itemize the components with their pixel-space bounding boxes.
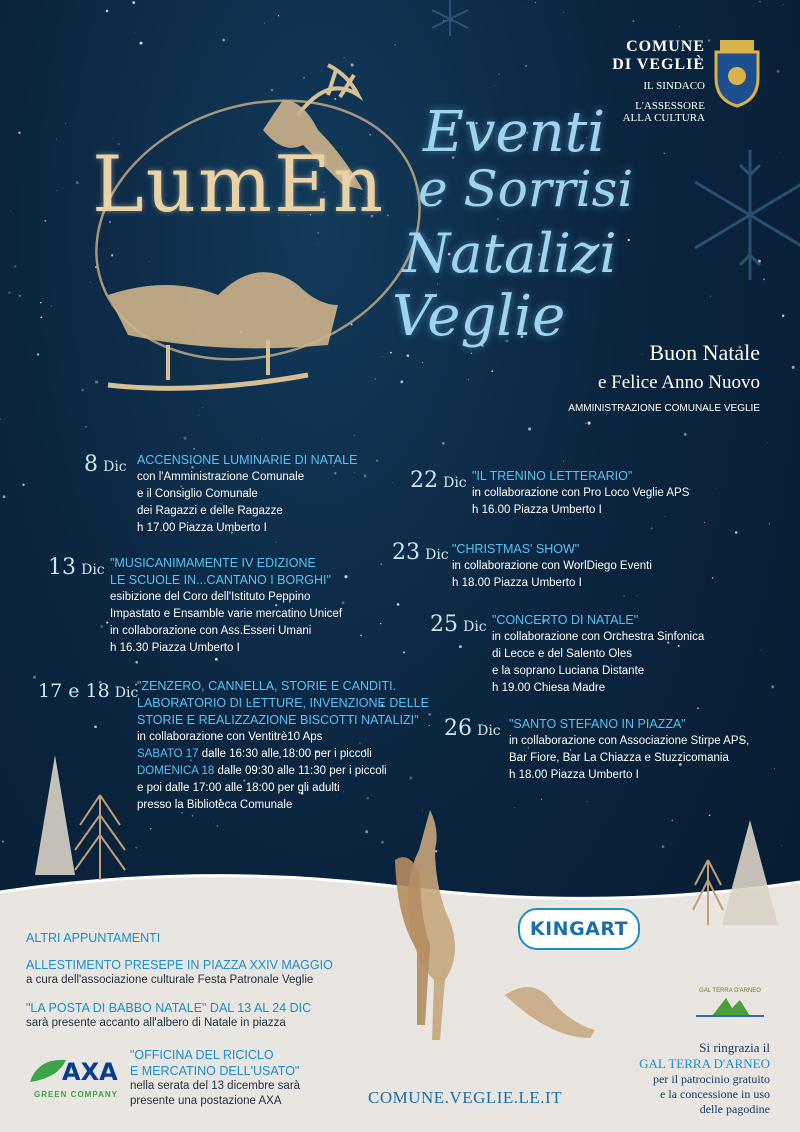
event-title: "MUSICANIMAMENTE IV EDIZIONE: [110, 556, 316, 570]
event-line: e poi dalle 17:00 alle 18:00 per gli adulti: [137, 782, 340, 794]
star-dot: [135, 661, 138, 664]
star-dot: [217, 825, 219, 827]
event-block: [492, 612, 704, 697]
star-dot: [735, 531, 738, 534]
event-block: [137, 678, 429, 814]
event-line: con l'Amministrazione Comunale: [137, 471, 305, 483]
star-dot: [704, 522, 705, 523]
event-line: di Lecce e del Salento Oles: [492, 648, 633, 660]
gal-mark-icon: [692, 994, 768, 1020]
event-line: h 17.00 Piazza Umberto I: [137, 522, 267, 534]
star-dot: [183, 437, 186, 440]
star-dot: [106, 10, 109, 13]
star-dot: [19, 295, 21, 297]
lumen-title: LumEn: [92, 140, 386, 230]
star-dot: [222, 39, 225, 42]
star-dot: [495, 85, 496, 86]
event-date: [430, 612, 487, 637]
sleigh-illustration: [78, 55, 428, 415]
star-dot: [563, 12, 564, 13]
event-block: [137, 452, 357, 537]
snowflake-icon: [420, 0, 480, 40]
star-dot: [3, 495, 6, 498]
domenica-text: dalle 09:30 alle 11:30 per i piccoli: [214, 765, 387, 777]
star-dot: [22, 484, 24, 486]
star-dot: [100, 625, 103, 628]
event-title: "ZENZERO, CANNELLA, STORIE E CANDITI.: [137, 679, 397, 693]
star-dot: [40, 302, 42, 304]
event-day: 8: [84, 452, 98, 477]
axa-sub: GREEN COMPANY: [34, 1090, 118, 1099]
star-dot: [782, 315, 784, 317]
tree-icon: [690, 815, 790, 935]
star-dot: [525, 65, 527, 67]
altri-heading: ALTRI APPUNTAMENTI: [26, 931, 161, 945]
presepe-title: ALLESTIMENTO PRESEPE IN PIAZZA XXIV MAGGIO: [26, 958, 333, 972]
star-dot: [344, 575, 347, 578]
star-dot: [471, 353, 472, 354]
star-dot: [523, 6, 524, 7]
event-title: "CONCERTO DI NATALE": [492, 613, 639, 627]
thanks-line1: Si ringrazia il: [699, 1040, 770, 1055]
event-month: Dic: [425, 547, 449, 563]
event-line: h 16.00 Piazza Umberto I: [472, 504, 602, 516]
star-dot: [498, 73, 500, 75]
event-title: "SANTO STEFANO IN PIAZZA": [509, 717, 686, 731]
comune-name-line2: DI VEGLIÈ: [612, 56, 705, 73]
star-dot: [354, 435, 355, 436]
star-dot: [712, 577, 714, 579]
event-line: e la soprano Luciana Distante: [492, 665, 645, 677]
star-dot: [65, 123, 66, 124]
event-date: [48, 555, 105, 580]
star-dot: [360, 635, 361, 636]
axa-text: AXA: [62, 1058, 118, 1086]
event-title: LABORATORIO DI LETTURE, INVENZIONE DELLE: [137, 696, 429, 710]
domenica-label: DOMENICA 18: [137, 765, 215, 777]
star-dot: [392, 482, 393, 483]
event-line: h 18.00 Piazza Umberto I: [452, 577, 582, 589]
star-dot: [588, 422, 591, 425]
star-dot: [777, 70, 780, 73]
event-line: e il Consiglio Comunale: [137, 488, 258, 500]
event-block: [452, 541, 652, 592]
officina-text-line1: nella serata del 13 dicembre sarà: [130, 1080, 301, 1092]
officina-block: [130, 1047, 300, 1109]
star-dot: [636, 595, 637, 596]
star-dot: [767, 442, 768, 443]
altri-appuntamenti: [26, 930, 333, 1031]
star-dot: [85, 426, 87, 428]
thanks-block: [580, 1040, 770, 1117]
star-dot: [662, 845, 665, 848]
star-dot: [193, 448, 195, 450]
title-script-line1: Eventi: [423, 100, 606, 165]
posta-title: "LA POSTA DI BABBO NATALE" DAL 13 AL 24 DIC: [26, 1001, 312, 1015]
event-line: esibizione del Coro dell'Istituto Peppino: [110, 591, 311, 603]
star-dot: [215, 658, 218, 661]
star-dot: [56, 138, 57, 139]
event-month: Dic: [477, 723, 501, 739]
star-dot: [759, 1, 760, 2]
star-dot: [774, 768, 775, 769]
star-dot: [397, 603, 400, 606]
event-title: STORIE E REALIZZAZIONE BISCOTTI NATALIZI": [137, 713, 419, 727]
star-dot: [760, 650, 761, 651]
event-schedule-line: [137, 746, 429, 763]
event-month: Dic: [443, 475, 467, 491]
star-dot: [497, 218, 499, 220]
star-dot: [44, 220, 46, 222]
star-dot: [528, 428, 531, 431]
thanks-line3: per il patrocinio gratuito: [653, 1072, 770, 1086]
event-line: Bar Fiore, Bar La Chiazza e Stuzzicomania: [509, 752, 729, 764]
star-dot: [132, 1, 135, 4]
star-dot: [697, 707, 699, 709]
star-dot: [395, 44, 396, 45]
star-dot: [150, 828, 151, 829]
star-dot: [364, 474, 367, 477]
event-date: [392, 540, 449, 565]
star-dot: [624, 595, 625, 596]
star-dot: [376, 459, 378, 461]
star-dot: [213, 822, 214, 823]
event-date: [84, 452, 127, 477]
event-line: h 16.30 Piazza Umberto I: [110, 642, 240, 654]
star-dot: [710, 296, 711, 297]
gal-logo-text: GAL TERRA D'ARNEO: [699, 988, 761, 994]
event-line: in collaborazione con Associazione Stirpe APS,: [509, 735, 750, 747]
officina-text-line2: presente una postazione AXA: [130, 1095, 282, 1107]
event-date: [444, 716, 501, 741]
star-dot: [18, 132, 20, 134]
thanks-line4: e la concessione in uso: [660, 1087, 770, 1101]
star-dot: [628, 239, 630, 241]
star-dot: [51, 305, 52, 306]
star-dot: [715, 488, 716, 489]
star-dot: [783, 4, 784, 5]
comune-name-line1: COMUNE: [626, 38, 705, 55]
event-title: ACCENSIONE LUMINARIE DI NATALE: [137, 453, 358, 467]
title-script-line2: e Sorrisi: [418, 160, 634, 218]
star-dot: [671, 820, 673, 822]
sabato-text: dalle 16:30 alle 18:00 per i piccoli: [198, 748, 372, 760]
event-day: 25: [430, 612, 458, 637]
star-dot: [106, 622, 108, 624]
star-dot: [94, 725, 97, 728]
thanks-line5: delle pagodine: [699, 1102, 770, 1116]
assessore-label-line1: L'ASSESSORE: [635, 100, 705, 112]
event-day: 26: [444, 716, 472, 741]
event-line: h 19.00 Chiesa Madre: [492, 682, 606, 694]
star-dot: [679, 26, 680, 27]
star-dot: [264, 23, 265, 24]
star-dot: [134, 32, 135, 33]
snowflake-icon: [690, 140, 800, 290]
star-dot: [769, 523, 770, 524]
sindaco-label: IL SINDACO: [643, 80, 705, 92]
star-dot: [365, 830, 368, 833]
event-line: dei Ragazzi e delle Ragazze: [137, 505, 283, 517]
thanks-line2: GAL TERRA D'ARNEO: [639, 1056, 770, 1071]
star-dot: [585, 423, 586, 424]
event-month: Dic: [103, 459, 127, 475]
event-block: [509, 716, 749, 784]
event-month: Dic: [114, 685, 139, 701]
presepe-text: a cura dell'associazione culturale Festa Patronale Veglie: [26, 974, 314, 986]
star-dot: [56, 190, 57, 191]
event-line: in collaborazione con Pro Loco Veglie APS: [472, 487, 690, 499]
event-month: Dic: [463, 619, 487, 635]
event-block: [110, 555, 342, 657]
event-line: in collaborazione con Ventitrè10 Aps: [137, 731, 323, 743]
admin-label: AMMINISTRAZIONE COMUNALE VEGLIE: [568, 403, 760, 414]
greeting-line2: e Felice Anno Nuovo: [597, 372, 760, 393]
event-line: Impastato e Ensamble varie mercatino Unicef: [110, 608, 343, 620]
star-dot: [2, 840, 4, 842]
star-dot: [380, 563, 382, 565]
star-dot: [663, 153, 665, 155]
star-dot: [771, 685, 774, 688]
star-dot: [33, 676, 36, 679]
title-script-line4: Veglie: [392, 284, 566, 349]
star-dot: [684, 433, 687, 436]
star-dot: [37, 353, 39, 355]
event-line: h 18.00 Piazza Umberto I: [509, 769, 639, 781]
star-dot: [632, 20, 634, 22]
star-dot: [276, 542, 277, 543]
event-block: [472, 468, 689, 519]
event-title: "IL TRENINO LETTERARIO": [472, 469, 633, 483]
coat-of-arms-logo: [710, 38, 764, 108]
star-dot: [198, 415, 199, 416]
event-line: in collaborazione con Ass.Esseri Umani: [110, 625, 312, 637]
officina-title-line2: E MERCATINO DELL'USATO": [130, 1064, 300, 1078]
greeting-line1: Buon Natale: [649, 340, 760, 365]
event-title: LE SCUOLE IN...CANTANO I BORGHI": [110, 573, 331, 587]
star-dot: [40, 316, 42, 318]
star-dot: [139, 42, 142, 45]
star-dot: [651, 527, 653, 529]
star-dot: [468, 379, 469, 380]
star-dot: [535, 2, 536, 3]
event-day: 23: [392, 540, 420, 565]
star-dot: [14, 265, 16, 267]
star-dot: [278, 15, 279, 16]
event-line: in collaborazione con WorlDiego Eventi: [452, 560, 652, 572]
title-script-line3: Natalizi: [403, 222, 617, 285]
star-dot: [8, 291, 10, 293]
event-month: Dic: [81, 562, 105, 578]
star-dot: [459, 645, 462, 648]
kingart-text: KINGART: [529, 918, 629, 940]
kingart-logo: [518, 908, 640, 950]
gal-logo: [692, 988, 768, 1024]
star-dot: [792, 366, 795, 369]
star-dot: [380, 623, 381, 624]
star-dot: [0, 418, 1, 420]
event-line: in collaborazione con Orchestra Sinfonica: [492, 631, 705, 643]
event-line: presso la Biblioteca Comunale: [137, 799, 293, 811]
star-dot: [192, 815, 193, 816]
star-dot: [10, 211, 11, 212]
star-dot: [403, 651, 405, 653]
event-day: 13: [48, 555, 76, 580]
assessore-label-line2: ALLA CULTURA: [622, 112, 705, 124]
posta-text: sarà presente accanto all'albero di Natale in piazza: [26, 1017, 286, 1029]
event-date: [38, 680, 138, 702]
event-day: 22: [410, 468, 438, 493]
event-title: "CHRISTMAS' SHOW": [452, 542, 580, 556]
event-date: [410, 468, 467, 493]
star-dot: [442, 442, 445, 445]
website-link[interactable]: COMUNE.VEGLIE.LE.IT: [368, 1088, 563, 1107]
tree-icon: [30, 745, 150, 885]
star-dot: [342, 601, 345, 604]
sabato-label: SABATO 17: [137, 748, 199, 760]
officina-title-line1: "OFFICINA DEL RICICLO: [130, 1048, 274, 1062]
star-dot: [262, 439, 263, 440]
event-schedule-line: [137, 763, 429, 780]
event-day: 17 e 18: [38, 680, 110, 702]
star-dot: [563, 461, 564, 462]
